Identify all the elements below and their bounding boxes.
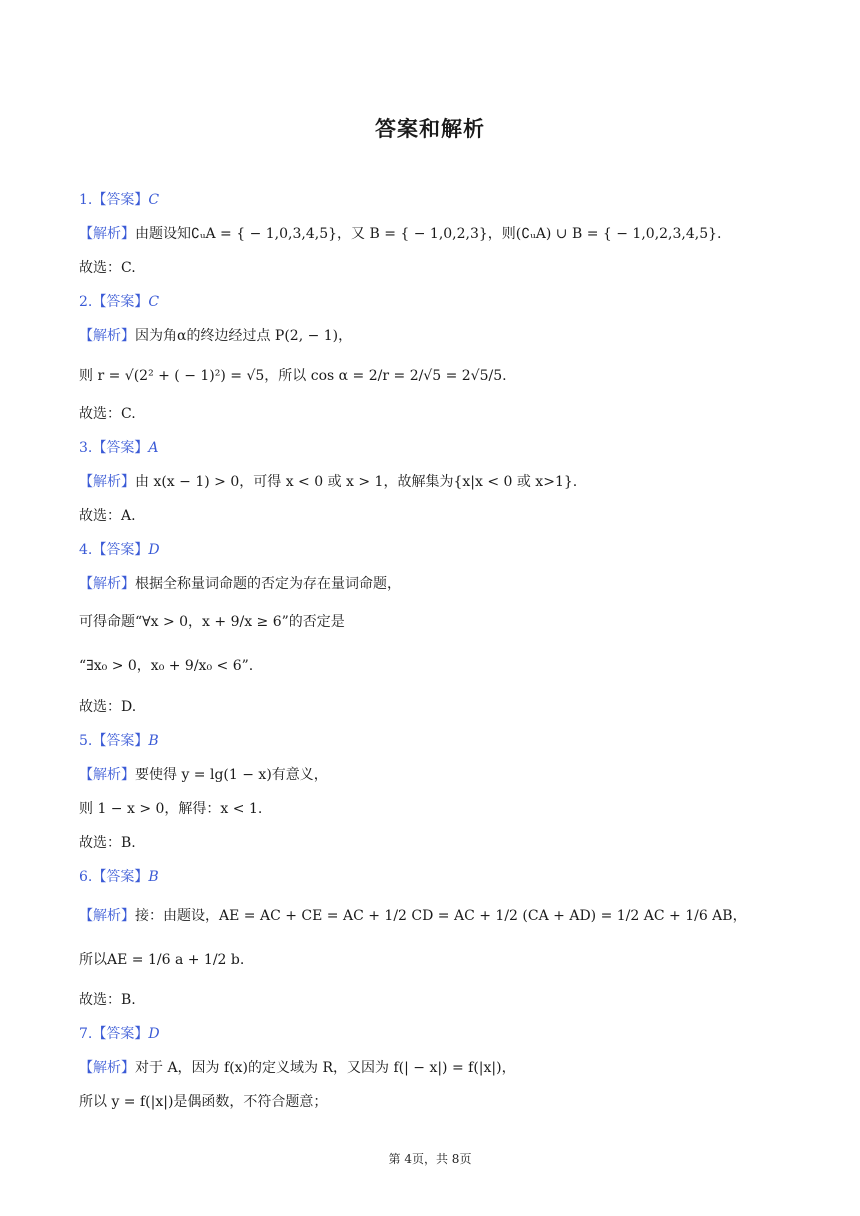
analysis-line-7-1: 【解析】对于 A，因为 f(x)的定义域为 R，又因为 f(| − x|) = f(|x|)， — [79, 1060, 516, 1076]
answer-line-5: 5.【答案】B — [79, 733, 159, 749]
conclusion-5: 故选：B. — [79, 835, 136, 851]
analysis-line-5-1: 【解析】要使得 y = lg(1 − x)有意义， — [79, 767, 328, 783]
answer-line-3: 3.【答案】A — [79, 440, 159, 456]
page-footer: 第 4页，共 8页 — [388, 1152, 472, 1166]
analysis-line-4-2: 可得命题“∀x > 0，x + 9/x ≥ 6”的否定是 — [79, 614, 345, 630]
analysis-line-5-2: 则 1 − x > 0，解得：x < 1. — [79, 801, 263, 817]
analysis-line-1-1: 【解析】由题设知∁ᵤA = { − 1,0,3,4,5}，又 B = { − 1,0,2,3}，则(∁ᵤA) ∪ B = { − 1,0,2,3,4,5}. — [79, 226, 722, 242]
answer-line-4: 4.【答案】D — [79, 542, 160, 558]
page-title: 答案和解析 — [375, 117, 485, 141]
answer-line-1: 1.【答案】C — [79, 192, 160, 208]
answer-line-2: 2.【答案】C — [79, 294, 160, 310]
answer-line-7: 7.【答案】D — [79, 1026, 160, 1042]
analysis-line-6-1: 【解析】接：由题设，AE = AC + CE = AC + 1/2 CD = AC + 1/2 (CA + AD) = 1/2 AC + 1/6 AB， — [79, 908, 747, 924]
conclusion-4: 故选：D. — [79, 699, 137, 715]
conclusion-2: 故选：C. — [79, 406, 136, 422]
analysis-line-6-2: 所以AE = 1/6 a + 1/2 b. — [79, 952, 245, 968]
analysis-line-7-2: 所以 y = f(|x|)是偶函数，不符合题意； — [79, 1094, 328, 1110]
analysis-line-2-1: 【解析】因为角α的终边经过点 P(2, − 1)， — [79, 328, 353, 344]
answer-line-6: 6.【答案】B — [79, 869, 159, 885]
analysis-line-4-3: “∃x₀ > 0，x₀ + 9/x₀ < 6”. — [79, 658, 254, 674]
conclusion-1: 故选：C. — [79, 260, 136, 276]
analysis-line-2-2: 则 r = √(2² + ( − 1)²) = √5，所以 cos α = 2/r = 2/√5 = 2√5/5. — [79, 368, 507, 384]
analysis-line-4-1: 【解析】根据全称量词命题的否定为存在量词命题， — [79, 576, 401, 592]
analysis-line-3-1: 【解析】由 x(x − 1) > 0，可得 x < 0 或 x > 1，故解集为{x|x < 0 或 x>1}. — [79, 474, 578, 490]
conclusion-3: 故选：A. — [79, 508, 136, 524]
conclusion-6: 故选：B. — [79, 992, 136, 1008]
